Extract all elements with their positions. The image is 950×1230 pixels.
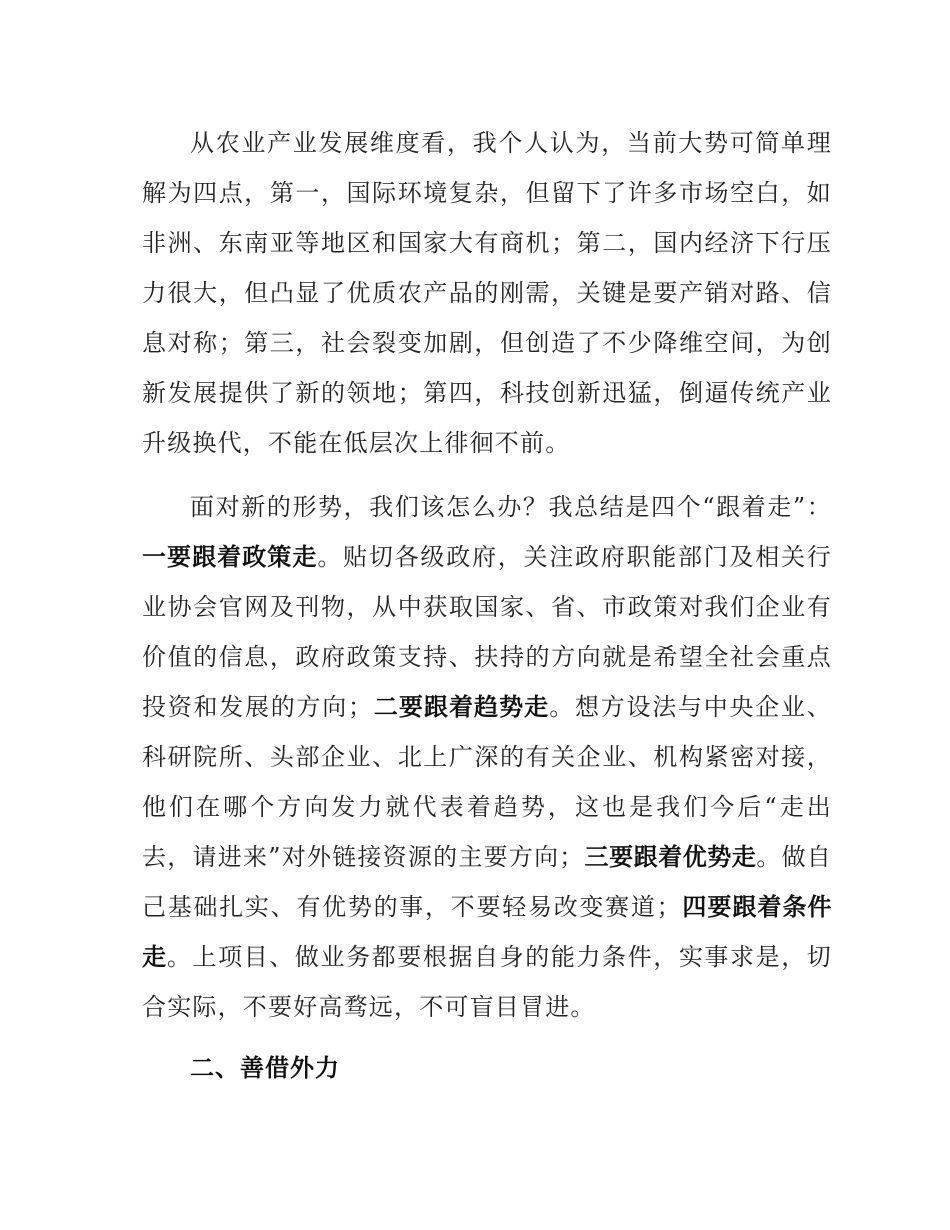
point-2-title: 二要跟着趋势走 bbox=[373, 693, 550, 721]
point-1-text: 。贴切各级政府，关注政府职能部门及相关行业协会官网及刊物，从中获取国家、省、市政策对我们企业有价值的信息，政府政策支持、扶持的方向就是希望全社会重点投资和发展的方向； bbox=[142, 543, 833, 721]
paragraph-intro: 面对新的形势，我们该怎么办？我总结是四个“跟着走”： bbox=[190, 493, 832, 521]
point-3-text: 。做自己基础扎实、有优势的事，不要轻易改变赛道； bbox=[142, 843, 833, 921]
point-4-text: 。上项目、做业务都要根据自身的能力条件，实事求是，切合实际，不要好高骛远，不可盲目冒进。 bbox=[142, 943, 833, 1021]
paragraph-four-follows bbox=[142, 482, 832, 1032]
paragraph-situation-analysis: 从农业产业发展维度看，我个人认为，当前大势可简单理解为四点，第一，国际环境复杂，但留下了许多市场空白，如非洲、东南亚等地区和国家大有商机；第二，国内经济下行压力很大，但凸显了优质农产品的刚需，关键是要产销对路、信息对称；第三，社会裂变加剧，但创造了不少降维空间，为创新发展提供了新的领地；第四，科技创新迅猛，倒逼传统产业升级换代，不能在低层次上徘徊不前。 bbox=[142, 129, 832, 457]
point-3-title: 三要跟着优势走 bbox=[584, 843, 757, 871]
section-heading: 二、善借外力 bbox=[190, 1054, 340, 1082]
point-2-text: 。想方设法与中央企业、科研院所、头部企业、北上广深的有关企业、机构紧密对接，他们在哪个方向发力就代表着趋势，这也是我们今后“走出去，请进来”对外链接资源的主要方向； bbox=[142, 693, 833, 871]
point-1-title: 一要跟着政策走 bbox=[142, 543, 318, 571]
point-4-title: 四要跟着条件走 bbox=[142, 893, 832, 971]
